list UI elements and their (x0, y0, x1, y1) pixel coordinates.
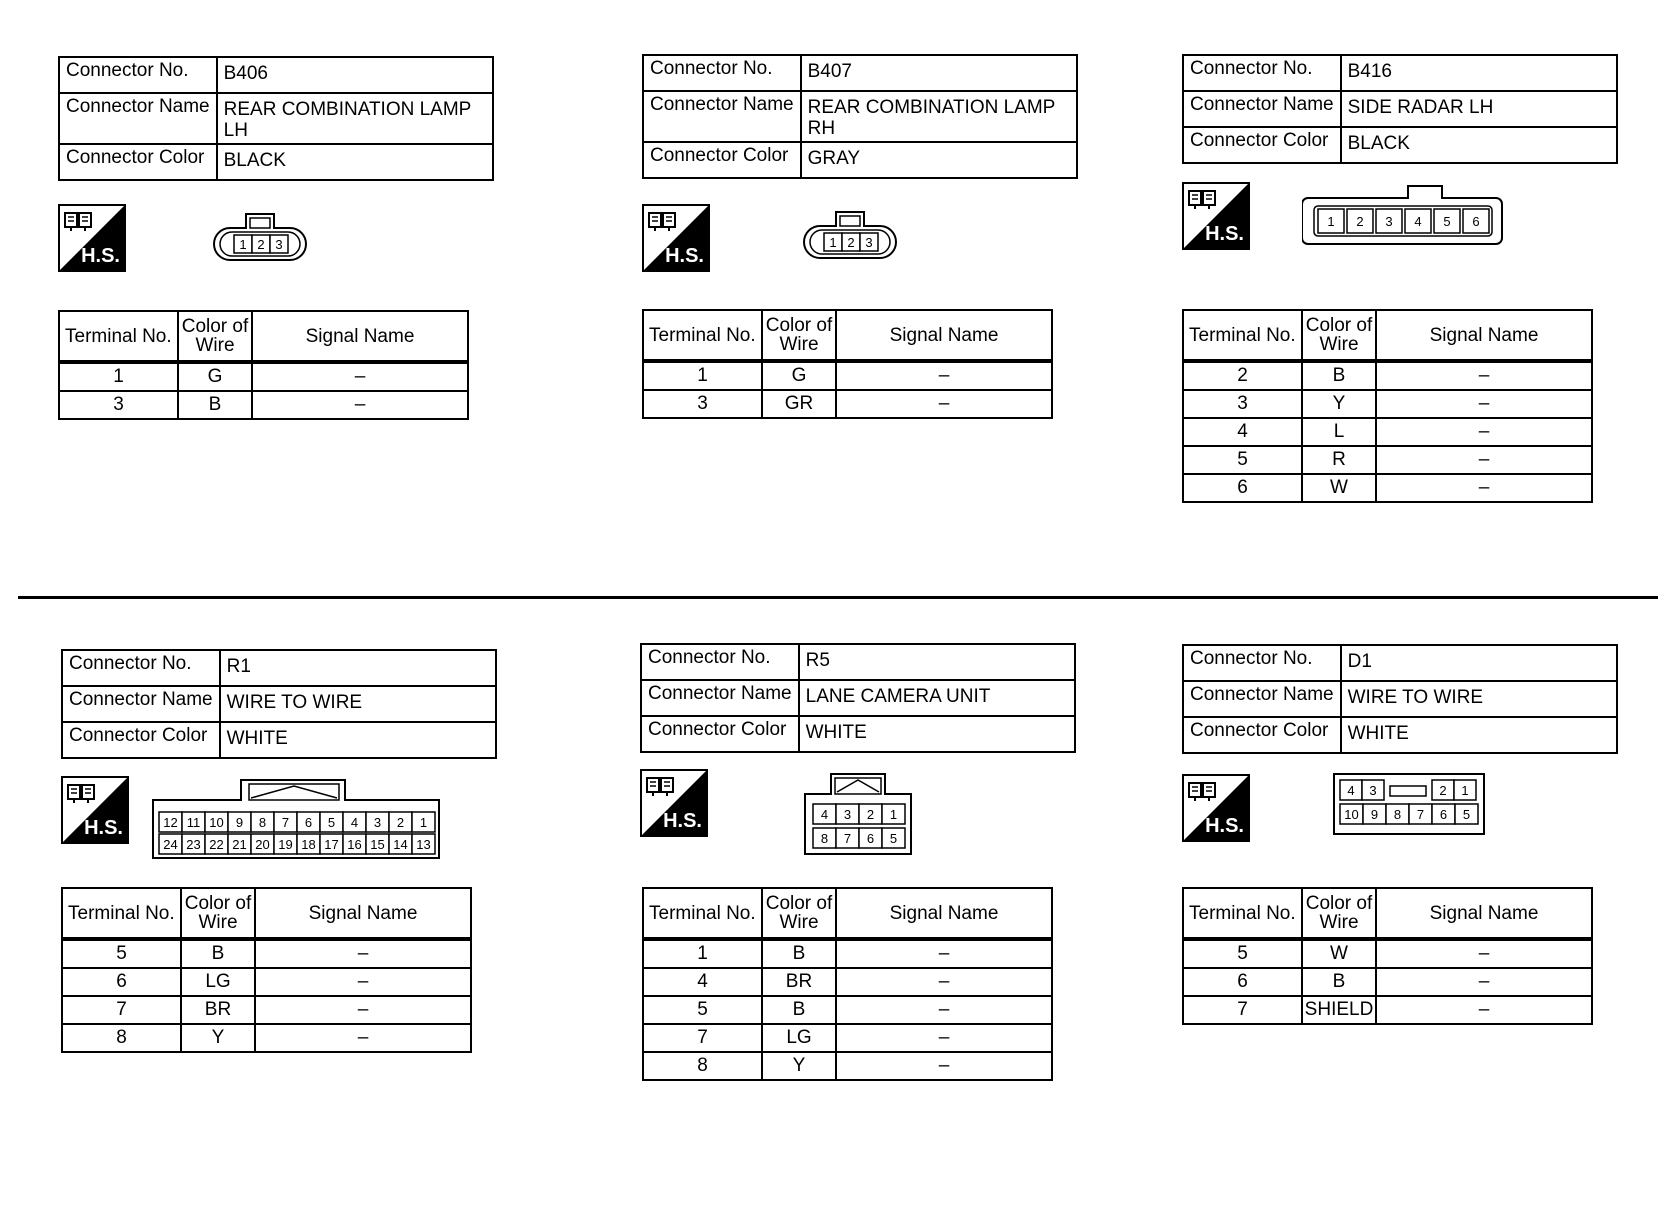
signal-name: – (1376, 939, 1592, 968)
signal-name: – (1376, 446, 1592, 474)
terminal-no: 4 (1183, 418, 1302, 446)
terminal-no: 1 (643, 939, 762, 968)
harness-side-icon (1182, 182, 1250, 250)
svg-text:6: 6 (866, 831, 875, 846)
header-terminal-no: Terminal No. (643, 310, 762, 361)
wire-color: Y (762, 1052, 836, 1080)
connector-face-diagram (803, 770, 913, 856)
connector-info-table (58, 56, 494, 181)
svg-text:7: 7 (281, 815, 290, 830)
terminal-no: 7 (643, 1024, 762, 1052)
svg-text:2: 2 (1356, 214, 1364, 229)
svg-text:10: 10 (209, 815, 224, 830)
connector-face-diagram (212, 204, 308, 268)
terminal-no: 7 (1183, 996, 1302, 1024)
wire-color: G (178, 362, 252, 391)
connector-info-table (61, 649, 497, 759)
info-value-no: R5 (799, 644, 1075, 680)
wire-color: BR (762, 968, 836, 996)
info-value-color: BLACK (217, 144, 493, 180)
wire-color: LG (181, 968, 255, 996)
harness-side-icon (1182, 774, 1250, 842)
terminal-table-header (59, 311, 468, 362)
terminal-no: 6 (1183, 968, 1302, 996)
info-label: Connector No. (1183, 55, 1341, 91)
svg-text:1: 1 (239, 237, 247, 252)
info-row (62, 686, 496, 722)
svg-text:1: 1 (419, 815, 428, 830)
signal-name: – (1376, 390, 1592, 418)
terminal-row (1183, 361, 1592, 390)
svg-text:15: 15 (370, 837, 385, 852)
info-row (1183, 645, 1617, 681)
info-row (59, 57, 493, 93)
info-row (1183, 681, 1617, 717)
header-terminal-no: Terminal No. (1183, 888, 1302, 939)
wire-color: SHIELD (1302, 996, 1376, 1024)
connector-pictogram-icon (646, 775, 676, 797)
hs-label: H.S. (1205, 223, 1244, 245)
terminal-table (61, 887, 472, 1053)
terminal-row (643, 996, 1052, 1024)
svg-text:2: 2 (1439, 783, 1447, 798)
info-label: Connector No. (62, 650, 220, 686)
svg-text:13: 13 (416, 837, 431, 852)
terminal-no: 1 (59, 362, 178, 391)
terminal-no: 3 (59, 391, 178, 419)
svg-text:3: 3 (1369, 783, 1377, 798)
info-row (641, 716, 1075, 752)
terminal-row (643, 1024, 1052, 1052)
info-label: Connector Color (1183, 127, 1341, 163)
connector-pictogram-icon (1188, 780, 1218, 802)
header-color-of-wire: Color of Wire (1302, 310, 1376, 361)
header-signal-name: Signal Name (1376, 888, 1592, 939)
svg-text:9: 9 (235, 815, 244, 830)
terminal-row (1183, 996, 1592, 1024)
signal-name: – (255, 939, 471, 968)
terminal-row (62, 968, 471, 996)
terminal-no: 3 (1183, 390, 1302, 418)
harness-side-icon (640, 769, 708, 837)
terminal-row (1183, 418, 1592, 446)
signal-name: – (836, 968, 1052, 996)
signal-name: – (1376, 474, 1592, 502)
signal-name: – (836, 1024, 1052, 1052)
terminal-table-header (1183, 888, 1592, 939)
svg-text:9: 9 (1370, 807, 1379, 822)
svg-text:11: 11 (186, 815, 201, 830)
signal-name: – (255, 996, 471, 1024)
svg-text:1: 1 (829, 235, 837, 250)
terminal-row (62, 1024, 471, 1052)
svg-text:3: 3 (373, 815, 382, 830)
svg-text:18: 18 (301, 837, 316, 852)
terminal-table-header (643, 888, 1052, 939)
info-label: Connector No. (59, 57, 217, 93)
info-value-color: GRAY (801, 142, 1077, 178)
header-signal-name: Signal Name (836, 310, 1052, 361)
wire-color: L (1302, 418, 1376, 446)
terminal-row (643, 1052, 1052, 1080)
signal-name: – (836, 1052, 1052, 1080)
info-row (643, 55, 1077, 91)
svg-text:22: 22 (209, 837, 224, 852)
connector-pictogram-icon (1188, 188, 1218, 210)
header-signal-name: Signal Name (255, 888, 471, 939)
info-label: Connector No. (641, 644, 799, 680)
terminal-no: 8 (62, 1024, 181, 1052)
info-label: Connector Color (643, 142, 801, 178)
terminal-table-header (643, 310, 1052, 361)
wire-color: Y (181, 1024, 255, 1052)
terminal-row (643, 361, 1052, 390)
terminal-table (58, 310, 469, 420)
terminal-no: 2 (1183, 361, 1302, 390)
info-label: Connector No. (643, 55, 801, 91)
connector-pictogram-icon (64, 210, 94, 232)
info-label: Connector Name (62, 686, 220, 722)
header-signal-name: Signal Name (836, 888, 1052, 939)
header-color-of-wire: Color of Wire (762, 888, 836, 939)
info-row (1183, 127, 1617, 163)
svg-text:1: 1 (889, 807, 898, 822)
terminal-row (643, 939, 1052, 968)
terminal-row (643, 968, 1052, 996)
terminal-row (1183, 939, 1592, 968)
info-row (62, 650, 496, 686)
terminal-no: 6 (62, 968, 181, 996)
terminal-no: 4 (643, 968, 762, 996)
info-row (1183, 91, 1617, 127)
info-row (62, 722, 496, 758)
svg-text:10: 10 (1344, 807, 1359, 822)
svg-text:3: 3 (843, 807, 852, 822)
header-color-of-wire: Color of Wire (178, 311, 252, 362)
terminal-no: 5 (62, 939, 181, 968)
info-row (641, 644, 1075, 680)
svg-text:8: 8 (258, 815, 267, 830)
info-value-no: B407 (801, 55, 1077, 91)
svg-text:4: 4 (1414, 214, 1422, 229)
wire-color: R (1302, 446, 1376, 474)
hs-label: H.S. (1205, 815, 1244, 837)
info-label: Connector Color (62, 722, 220, 758)
hs-label: H.S. (665, 245, 704, 267)
svg-text:2: 2 (257, 237, 265, 252)
signal-name: – (255, 968, 471, 996)
svg-text:6: 6 (304, 815, 313, 830)
connector-info-table (640, 643, 1076, 753)
wire-color: Y (1302, 390, 1376, 418)
wire-color: GR (762, 390, 836, 418)
info-value-no: D1 (1341, 645, 1617, 681)
signal-name: – (1376, 968, 1592, 996)
info-value-no: B416 (1341, 55, 1617, 91)
svg-text:20: 20 (255, 837, 270, 852)
wire-color: G (762, 361, 836, 390)
signal-name: – (836, 390, 1052, 418)
terminal-table-header (1183, 310, 1592, 361)
svg-text:5: 5 (1443, 214, 1451, 229)
svg-text:3: 3 (1385, 214, 1393, 229)
connector-pictogram-icon (67, 782, 97, 804)
info-value-name: SIDE RADAR LH (1341, 91, 1617, 127)
terminal-row (1183, 446, 1592, 474)
connector-face-diagram (1302, 182, 1504, 248)
header-terminal-no: Terminal No. (643, 888, 762, 939)
info-row (643, 91, 1077, 142)
connector-pictogram-icon (648, 210, 678, 232)
info-label: Connector Name (641, 680, 799, 716)
terminal-no: 8 (643, 1052, 762, 1080)
header-terminal-no: Terminal No. (62, 888, 181, 939)
terminal-no: 5 (643, 996, 762, 1024)
terminal-table (642, 309, 1053, 419)
signal-name: – (252, 362, 468, 391)
hs-label: H.S. (84, 817, 123, 839)
hs-label: H.S. (663, 810, 702, 832)
info-value-name: REAR COMBINATION LAMP LH (217, 93, 493, 144)
svg-text:5: 5 (1462, 807, 1471, 822)
info-value-color: WHITE (220, 722, 496, 758)
terminal-row (1183, 968, 1592, 996)
connector-face-diagram (1332, 772, 1486, 836)
connector-info-table (642, 54, 1078, 179)
svg-text:8: 8 (820, 831, 829, 846)
signal-name: – (255, 1024, 471, 1052)
header-terminal-no: Terminal No. (1183, 310, 1302, 361)
svg-text:7: 7 (1416, 807, 1425, 822)
terminal-row (1183, 474, 1592, 502)
terminal-no: 6 (1183, 474, 1302, 502)
signal-name: – (252, 391, 468, 419)
terminal-row (59, 362, 468, 391)
svg-text:1: 1 (1327, 214, 1335, 229)
svg-text:23: 23 (186, 837, 201, 852)
section-divider (18, 596, 1658, 599)
svg-text:1: 1 (1461, 783, 1469, 798)
svg-text:14: 14 (393, 837, 408, 852)
wire-color: B (1302, 361, 1376, 390)
info-row (1183, 55, 1617, 91)
terminal-no: 5 (1183, 939, 1302, 968)
svg-text:5: 5 (889, 831, 898, 846)
info-row (641, 680, 1075, 716)
header-color-of-wire: Color of Wire (1302, 888, 1376, 939)
terminal-table (1182, 887, 1593, 1025)
harness-side-icon (61, 776, 129, 844)
signal-name: – (836, 996, 1052, 1024)
wire-color: B (762, 996, 836, 1024)
header-terminal-no: Terminal No. (59, 311, 178, 362)
wire-color: B (178, 391, 252, 419)
info-value-color: WHITE (799, 716, 1075, 752)
svg-text:21: 21 (232, 837, 247, 852)
info-value-name: WIRE TO WIRE (220, 686, 496, 722)
header-color-of-wire: Color of Wire (181, 888, 255, 939)
wire-color: B (762, 939, 836, 968)
svg-text:2: 2 (866, 807, 875, 822)
signal-name: – (1376, 361, 1592, 390)
svg-text:6: 6 (1472, 214, 1480, 229)
svg-text:3: 3 (865, 235, 873, 250)
harness-side-icon (58, 204, 126, 272)
header-signal-name: Signal Name (1376, 310, 1592, 361)
info-value-no: R1 (220, 650, 496, 686)
info-value-name: LANE CAMERA UNIT (799, 680, 1075, 716)
terminal-row (643, 390, 1052, 418)
terminal-no: 5 (1183, 446, 1302, 474)
terminal-no: 7 (62, 996, 181, 1024)
info-row (1183, 717, 1617, 753)
wire-color: LG (762, 1024, 836, 1052)
info-label: Connector Name (1183, 91, 1341, 127)
svg-text:12: 12 (163, 815, 178, 830)
info-value-color: WHITE (1341, 717, 1617, 753)
svg-text:5: 5 (327, 815, 336, 830)
svg-text:24: 24 (163, 837, 178, 852)
harness-side-icon (642, 204, 710, 272)
svg-text:4: 4 (1347, 783, 1355, 798)
signal-name: – (836, 939, 1052, 968)
signal-name: – (1376, 996, 1592, 1024)
wire-color: BR (181, 996, 255, 1024)
terminal-table-header (62, 888, 471, 939)
svg-text:17: 17 (324, 837, 339, 852)
connector-face-diagram (151, 776, 441, 860)
info-value-no: B406 (217, 57, 493, 93)
svg-text:2: 2 (847, 235, 855, 250)
signal-name: – (1376, 418, 1592, 446)
connector-info-table (1182, 644, 1618, 754)
wire-color: B (1302, 968, 1376, 996)
svg-text:2: 2 (396, 815, 405, 830)
svg-text:4: 4 (820, 807, 829, 822)
info-label: Connector Color (641, 716, 799, 752)
svg-text:19: 19 (278, 837, 293, 852)
svg-text:7: 7 (843, 831, 852, 846)
header-signal-name: Signal Name (252, 311, 468, 362)
terminal-table (1182, 309, 1593, 503)
terminal-no: 1 (643, 361, 762, 390)
hs-label: H.S. (81, 245, 120, 267)
terminal-no: 3 (643, 390, 762, 418)
svg-text:6: 6 (1439, 807, 1448, 822)
info-row (643, 142, 1077, 178)
svg-text:8: 8 (1393, 807, 1402, 822)
terminal-row (59, 391, 468, 419)
signal-name: – (836, 361, 1052, 390)
svg-text:4: 4 (350, 815, 359, 830)
info-value-name: REAR COMBINATION LAMP RH (801, 91, 1077, 142)
terminal-table (642, 887, 1053, 1081)
wire-color: W (1302, 939, 1376, 968)
wire-color: B (181, 939, 255, 968)
info-row (59, 144, 493, 180)
terminal-row (62, 996, 471, 1024)
svg-text:16: 16 (347, 837, 362, 852)
terminal-row (1183, 390, 1592, 418)
wire-color: W (1302, 474, 1376, 502)
info-label: Connector Color (59, 144, 217, 180)
info-row (59, 93, 493, 144)
connector-face-diagram (802, 202, 898, 266)
info-label: Connector Name (643, 91, 801, 142)
svg-text:3: 3 (275, 237, 283, 252)
connector-info-table (1182, 54, 1618, 164)
info-value-name: WIRE TO WIRE (1341, 681, 1617, 717)
info-label: Connector Color (1183, 717, 1341, 753)
info-label: Connector No. (1183, 645, 1341, 681)
info-label: Connector Name (59, 93, 217, 144)
info-value-color: BLACK (1341, 127, 1617, 163)
header-color-of-wire: Color of Wire (762, 310, 836, 361)
terminal-row (62, 939, 471, 968)
info-label: Connector Name (1183, 681, 1341, 717)
